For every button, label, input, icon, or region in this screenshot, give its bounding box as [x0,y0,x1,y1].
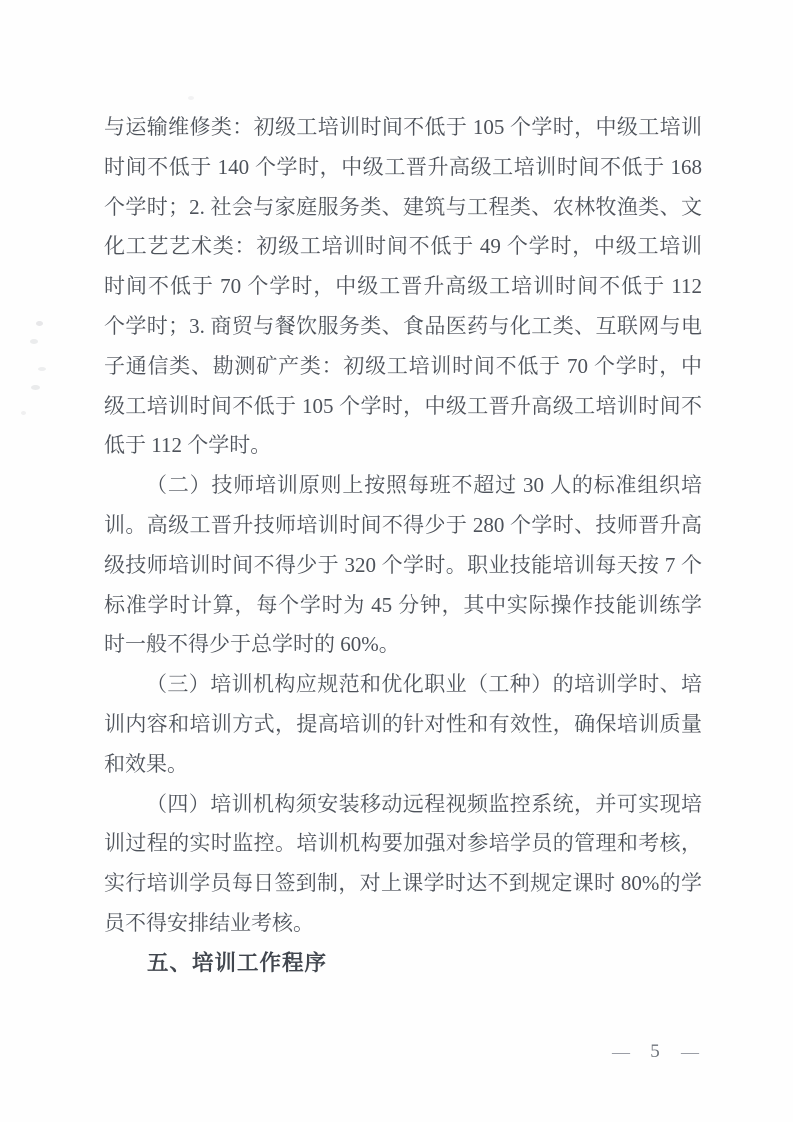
body-line: 与运输维修类：初级工培训时间不低于 105 个学时，中级工培训 [104,115,702,139]
scan-artifact [188,96,194,100]
body-line: 训内容和培训方式，提高培训的针对性和有效性，确保培训质量 [104,711,702,736]
body-line: 标准学时计算，每个学时为 45 分钟，其中实际操作技能训练学 [104,592,702,617]
body-line: 时间不低于 140 个学时，中级工晋升高级工培训时间不低于 168 [104,154,702,179]
section-heading: 五、培训工作程序 [147,950,328,975]
page-number: 5 [650,1041,660,1062]
scan-artifact [21,411,26,415]
body-line: 和效果。 [104,751,188,776]
body-line: 训。高级工晋升技师培训时间不得少于 280 个学时、技师晋升高 [104,512,702,537]
scan-artifact [36,321,43,326]
body-line: 实行培训学员每日签到制，对上课学时达不到规定课时 80%的学 [104,871,702,896]
scan-artifact [38,367,46,371]
page-body [104,108,702,984]
scan-artifact [30,339,38,344]
body-line paragraph-start: （四）培训机构须安装移动远程视频监控系统，并可实现培 [146,791,702,816]
body-line: 化工艺艺术类：初级工培训时间不低于 49 个学时，中级工培训 [104,234,702,259]
body-line: 级工培训时间不低于 105 个学时，中级工晋升高级工培训时间不 [104,393,702,418]
body-line: 时一般不得少于总学时的 60%。 [104,632,400,657]
body-line paragraph-start: （二）技师培训原则上按照每班不超过 30 人的标准组织培 [146,473,702,498]
body-line paragraph-start: （三）培训机构应规范和优化职业（工种）的培训学时、培 [146,672,702,697]
body-line: 时间不低于 70 个学时，中级工晋升高级工培训时间不低于 112 [104,274,702,299]
footer-dash-left: — [612,1041,629,1062]
body-line: 个学时；2. 社会与家庭服务类、建筑与工程类、农林牧渔类、文 [104,194,702,219]
body-line: 子通信类、勘测矿产类：初级工培训时间不低于 70 个学时，中 [104,353,702,378]
footer-dash-right: — [681,1041,698,1062]
body-line: 员不得安排结业考核。 [104,910,314,935]
body-line: 低于 112 个学时。 [104,433,272,458]
body-line: 个学时；3. 商贸与餐饮服务类、食品医药与化工类、互联网与电 [104,313,702,338]
scan-artifact [31,385,40,390]
page-footer [612,1041,698,1063]
body-line: 训过程的实时监控。培训机构要加强对参培学员的管理和考核， [104,831,702,856]
body-line: 级技师培训时间不得少于 320 个学时。职业技能培训每天按 7 个 [104,552,702,577]
